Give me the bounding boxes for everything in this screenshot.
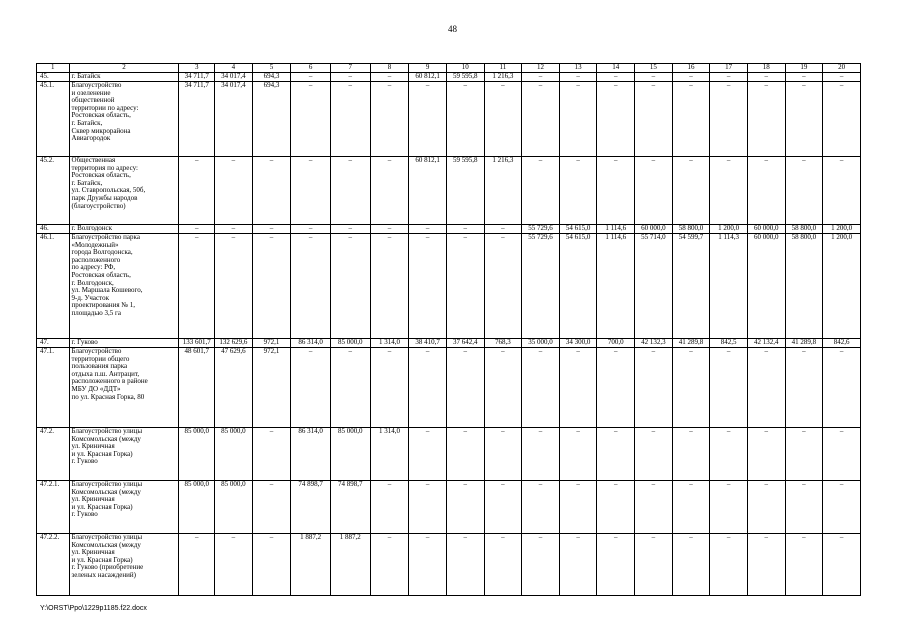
row-name-line: пользования парка	[71, 362, 128, 371]
value-cell: 1 887,2	[291, 534, 331, 596]
value-cell: 85 000,0	[179, 481, 215, 534]
value-cell: 1 200,0	[823, 225, 861, 234]
value-cell: –	[484, 428, 522, 481]
value-cell: –	[409, 225, 447, 234]
value-cell: 38 410,7	[409, 339, 447, 348]
header-cell: 18	[747, 64, 785, 73]
header-cell: 16	[672, 64, 710, 73]
table-row	[37, 234, 861, 339]
row-name-line: ул. Криничная	[71, 548, 115, 557]
value-cell: –	[522, 481, 560, 534]
value-cell: –	[446, 225, 484, 234]
value-cell: 700,0	[597, 339, 635, 348]
header-cell: 7	[330, 64, 370, 73]
value-cell: –	[446, 234, 484, 339]
value-cell: 1 314,0	[370, 428, 409, 481]
value-cell: 60 000,0	[747, 225, 785, 234]
value-cell: –	[672, 481, 710, 534]
row-number: 45.2.	[37, 157, 70, 225]
row-name-line: ул. Криничная	[71, 495, 115, 504]
value-cell: 972,1	[252, 348, 291, 428]
row-name-line: Комсомольская (между	[71, 487, 141, 496]
table-row	[37, 339, 861, 348]
value-cell: –	[823, 481, 861, 534]
value-cell: –	[179, 534, 215, 596]
value-cell: –	[370, 82, 409, 157]
row-name	[69, 339, 179, 348]
value-cell: 48 601,7	[179, 348, 215, 428]
value-cell: –	[597, 348, 635, 428]
value-cell: –	[597, 428, 635, 481]
data-table	[36, 63, 861, 596]
value-cell: –	[522, 534, 560, 596]
row-name-line: Благоустройство	[71, 347, 122, 355]
value-cell: –	[747, 481, 785, 534]
value-cell: 55 729,6	[522, 234, 560, 339]
value-cell: –	[484, 534, 522, 596]
value-cell: 85 000,0	[179, 428, 215, 481]
value-cell: –	[635, 348, 673, 428]
row-name-line: Ростовская область,	[71, 270, 131, 279]
value-cell: 1 200,0	[710, 225, 748, 234]
value-cell: –	[522, 82, 560, 157]
value-cell: –	[370, 534, 409, 596]
value-cell: –	[710, 157, 748, 225]
row-name	[69, 348, 179, 428]
value-cell: 37 642,4	[446, 339, 484, 348]
value-cell: –	[291, 234, 331, 339]
row-name-line: г. Батайск,	[71, 118, 103, 127]
row-name-line: общественной	[71, 96, 115, 105]
value-cell: –	[522, 73, 560, 82]
value-cell: –	[559, 534, 597, 596]
value-cell: –	[785, 481, 823, 534]
table-row	[37, 82, 861, 157]
row-name	[69, 428, 179, 481]
value-cell: –	[635, 157, 673, 225]
row-name-line: по ул. Красная Горка, 80	[71, 392, 145, 401]
row-name-line: г. Гуково	[71, 338, 98, 346]
value-cell: –	[672, 73, 710, 82]
row-name-line: г. Гуково	[71, 510, 98, 519]
value-cell: –	[291, 82, 331, 157]
value-cell: –	[785, 157, 823, 225]
value-cell: –	[522, 348, 560, 428]
value-cell: 85 000,0	[215, 481, 253, 534]
value-cell: –	[409, 82, 447, 157]
header-cell: 14	[597, 64, 635, 73]
row-name-line: Комсомольская (между	[71, 434, 141, 443]
value-cell: –	[823, 428, 861, 481]
value-cell: –	[635, 481, 673, 534]
value-cell: –	[291, 225, 331, 234]
page-number: 48	[448, 24, 457, 34]
value-cell: –	[635, 82, 673, 157]
value-cell: –	[330, 82, 370, 157]
row-number: 47.1.	[37, 348, 70, 428]
value-cell: –	[409, 348, 447, 428]
value-cell: 41 289,8	[785, 339, 823, 348]
value-cell: 85 000,0	[330, 339, 370, 348]
value-cell: –	[747, 428, 785, 481]
header-cell: 13	[559, 64, 597, 73]
value-cell: 59 595,8	[446, 157, 484, 225]
row-name-line: и ул. Красная Горка)	[71, 502, 133, 511]
value-cell: –	[823, 348, 861, 428]
value-cell: –	[484, 348, 522, 428]
value-cell: –	[252, 481, 291, 534]
value-cell: 1 216,3	[484, 157, 522, 225]
row-name-line: МБУ ДО «ДДТ»	[71, 384, 121, 393]
value-cell: –	[215, 534, 253, 596]
row-name-line: и ул. Красная Горка)	[71, 449, 133, 458]
value-cell: –	[823, 157, 861, 225]
value-cell: –	[252, 428, 291, 481]
table-row	[37, 348, 861, 428]
row-name-line: (благоустройство)	[71, 201, 126, 210]
value-cell: 54 599,7	[672, 234, 710, 339]
value-cell: 42 132,3	[635, 339, 673, 348]
value-cell: –	[409, 234, 447, 339]
value-cell: –	[710, 348, 748, 428]
row-name-line: Комсомольская (между	[71, 540, 141, 549]
value-cell: 58 800,0	[785, 234, 823, 339]
value-cell: –	[785, 428, 823, 481]
row-name-line: Благоустройство	[71, 81, 122, 89]
row-name-line: территория по адресу:	[71, 163, 138, 172]
value-cell: –	[484, 82, 522, 157]
value-cell: 54 615,0	[559, 225, 597, 234]
value-cell: 55 729,6	[522, 225, 560, 234]
row-name	[69, 157, 179, 225]
row-name-line: города Волгодонска,	[71, 248, 133, 257]
value-cell: 58 800,0	[785, 225, 823, 234]
row-name-line: г. Гуково (приобретение	[71, 563, 144, 572]
row-name	[69, 481, 179, 534]
value-cell: –	[179, 157, 215, 225]
row-name	[69, 82, 179, 157]
header-cell: 19	[785, 64, 823, 73]
header-cell: 11	[484, 64, 522, 73]
value-cell: –	[785, 73, 823, 82]
row-name	[69, 225, 179, 234]
header-cell: 10	[446, 64, 484, 73]
value-cell: –	[370, 234, 409, 339]
value-cell: 41 289,8	[672, 339, 710, 348]
header-cell: 17	[710, 64, 748, 73]
value-cell: –	[446, 428, 484, 481]
row-name-line: территории общего	[71, 354, 130, 363]
value-cell: 59 595,8	[446, 73, 484, 82]
value-cell: 34 017,4	[215, 82, 253, 157]
value-cell: –	[215, 157, 253, 225]
value-cell: –	[823, 534, 861, 596]
row-name-line: 9-д. Участок	[71, 293, 109, 302]
row-name-line: расположенного в районе	[71, 377, 148, 386]
value-cell: –	[635, 73, 673, 82]
value-cell: –	[785, 348, 823, 428]
value-cell: –	[330, 73, 370, 82]
table-row	[37, 534, 861, 596]
value-cell: –	[252, 225, 291, 234]
value-cell: 842,5	[710, 339, 748, 348]
value-cell: 133 601,7	[179, 339, 215, 348]
value-cell: –	[370, 73, 409, 82]
value-cell: –	[597, 73, 635, 82]
row-name-line: площадью 3,5 га	[71, 308, 121, 317]
value-cell: –	[823, 73, 861, 82]
value-cell: –	[597, 157, 635, 225]
value-cell: –	[559, 73, 597, 82]
row-name-line: отдыха п.ш. Антрацит,	[71, 369, 140, 378]
header-cell: 3	[179, 64, 215, 73]
value-cell: –	[785, 82, 823, 157]
row-name-line: Авиагородок	[71, 134, 111, 143]
value-cell: 74 898,7	[330, 481, 370, 534]
value-cell: –	[672, 157, 710, 225]
value-cell: –	[747, 73, 785, 82]
value-cell: 42 132,4	[747, 339, 785, 348]
table-row	[37, 157, 861, 225]
value-cell: –	[785, 534, 823, 596]
value-cell: 60 000,0	[635, 225, 673, 234]
row-name-line: г. Волгодонск,	[71, 278, 114, 287]
row-number: 47.	[37, 339, 70, 348]
value-cell: –	[559, 82, 597, 157]
value-cell: –	[597, 481, 635, 534]
value-cell: 85 000,0	[215, 428, 253, 481]
value-cell: –	[484, 481, 522, 534]
value-cell: –	[409, 481, 447, 534]
row-name-line: г. Гуково	[71, 457, 98, 466]
value-cell: –	[409, 428, 447, 481]
value-cell: –	[747, 348, 785, 428]
header-row	[37, 64, 861, 73]
row-number: 45.	[37, 73, 70, 82]
value-cell: –	[559, 428, 597, 481]
value-cell: –	[291, 348, 331, 428]
row-name-line: зеленых насаждений)	[71, 570, 136, 579]
header-cell: 20	[823, 64, 861, 73]
row-number: 47.2.2.	[37, 534, 70, 596]
value-cell: 842,6	[823, 339, 861, 348]
row-name-line: г. Батайск	[71, 72, 101, 80]
value-cell: –	[215, 234, 253, 339]
row-name-line: Благоустройство улицы	[71, 480, 143, 488]
value-cell: 86 314,0	[291, 339, 331, 348]
row-name-line: Ростовская область,	[71, 111, 131, 120]
row-name	[69, 534, 179, 596]
value-cell: –	[252, 157, 291, 225]
value-cell: 60 812,1	[409, 157, 447, 225]
row-name	[69, 73, 179, 82]
value-cell: 132 629,6	[215, 339, 253, 348]
row-name-line: Ростовская область,	[71, 171, 131, 180]
row-name-line: «Молодежный»	[71, 240, 119, 249]
value-cell: 34 711,7	[179, 73, 215, 82]
value-cell: 972,1	[252, 339, 291, 348]
header-cell: 9	[409, 64, 447, 73]
value-cell: –	[710, 481, 748, 534]
value-cell: 34 711,7	[179, 82, 215, 157]
footer-file-path: Y:\ORST\Ppo\1229p1185.f22.docx	[40, 605, 147, 612]
row-name-line: ул. Ставропольская, 50б,	[71, 186, 146, 195]
value-cell: 1 114,6	[597, 234, 635, 339]
value-cell: –	[446, 481, 484, 534]
value-cell: 34 300,0	[559, 339, 597, 348]
row-number: 45.1.	[37, 82, 70, 157]
value-cell: 768,3	[484, 339, 522, 348]
value-cell: –	[710, 534, 748, 596]
value-cell: –	[747, 82, 785, 157]
value-cell: –	[330, 157, 370, 225]
table-row	[37, 428, 861, 481]
row-name	[69, 234, 179, 339]
row-name-line: Общественная	[71, 156, 116, 164]
value-cell: –	[747, 157, 785, 225]
row-name-line: территории по адресу:	[71, 103, 139, 112]
value-cell: 86 314,0	[291, 428, 331, 481]
row-name-line: ул. Маршала Кошевого,	[71, 286, 143, 295]
value-cell: –	[672, 428, 710, 481]
row-name-line: расположенного	[71, 255, 121, 264]
value-cell: –	[252, 534, 291, 596]
value-cell: –	[446, 348, 484, 428]
value-cell: 85 000,0	[330, 428, 370, 481]
value-cell: –	[370, 481, 409, 534]
value-cell: –	[823, 82, 861, 157]
header-cell: 1	[37, 64, 70, 73]
row-name-line: и озеленение	[71, 88, 111, 97]
value-cell: –	[522, 157, 560, 225]
value-cell: 1 887,2	[330, 534, 370, 596]
row-name-line: г. Батайск,	[71, 178, 103, 187]
value-cell: –	[710, 82, 748, 157]
table-row	[37, 225, 861, 234]
value-cell: –	[559, 348, 597, 428]
value-cell: –	[330, 234, 370, 339]
value-cell: –	[672, 534, 710, 596]
value-cell: 1 314,0	[370, 339, 409, 348]
value-cell: –	[484, 225, 522, 234]
value-cell: 35 000,0	[522, 339, 560, 348]
value-cell: 54 615,0	[559, 234, 597, 339]
header-cell: 2	[69, 64, 179, 73]
row-name-line: ул. Криничная	[71, 442, 115, 451]
value-cell: –	[484, 234, 522, 339]
value-cell: –	[597, 82, 635, 157]
table-body	[37, 64, 861, 596]
value-cell: –	[710, 73, 748, 82]
value-cell: 1 114,6	[597, 225, 635, 234]
value-cell: –	[559, 157, 597, 225]
value-cell: –	[179, 234, 215, 339]
row-number: 47.2.	[37, 428, 70, 481]
value-cell: –	[672, 348, 710, 428]
header-cell: 8	[370, 64, 409, 73]
value-cell: –	[330, 348, 370, 428]
header-cell: 4	[215, 64, 253, 73]
value-cell: –	[446, 534, 484, 596]
row-number: 46.	[37, 225, 70, 234]
row-name-line: Благоустройство улицы	[71, 427, 143, 435]
value-cell: –	[597, 534, 635, 596]
table-row	[37, 73, 861, 82]
value-cell: 58 800,0	[672, 225, 710, 234]
value-cell: 34 017,4	[215, 73, 253, 82]
header-cell: 12	[522, 64, 560, 73]
value-cell: –	[330, 225, 370, 234]
value-cell: –	[252, 234, 291, 339]
value-cell: –	[747, 534, 785, 596]
value-cell: 47 629,6	[215, 348, 253, 428]
header-cell: 6	[291, 64, 331, 73]
value-cell: 74 898,7	[291, 481, 331, 534]
value-cell: 694,3	[252, 73, 291, 82]
row-name-line: проектирования № 1,	[71, 301, 136, 310]
value-cell: –	[635, 428, 673, 481]
value-cell: –	[710, 428, 748, 481]
row-name-line: парк Дружбы народов	[71, 193, 138, 202]
value-cell: –	[409, 534, 447, 596]
row-name-line: по адресу: РФ,	[71, 263, 116, 272]
value-cell: –	[446, 82, 484, 157]
value-cell: –	[291, 73, 331, 82]
value-cell: –	[370, 225, 409, 234]
row-number: 46.1.	[37, 234, 70, 339]
row-name-line: г. Волгодонск	[71, 224, 113, 232]
row-name-line: и ул. Красная Горка)	[71, 555, 133, 564]
value-cell: –	[635, 534, 673, 596]
row-number: 47.2.1.	[37, 481, 70, 534]
row-name-line: Сквер микрорайона	[71, 126, 131, 135]
row-name-line: Благоустройство парка	[71, 233, 140, 241]
value-cell: 1 114,3	[710, 234, 748, 339]
value-cell: –	[215, 225, 253, 234]
table-row	[37, 481, 861, 534]
row-name-line: Благоустройство улицы	[71, 533, 143, 541]
value-cell: 60 000,0	[747, 234, 785, 339]
value-cell: –	[291, 157, 331, 225]
value-cell: –	[672, 82, 710, 157]
value-cell: –	[559, 481, 597, 534]
header-cell: 15	[635, 64, 673, 73]
value-cell: 694,3	[252, 82, 291, 157]
value-cell: –	[370, 157, 409, 225]
value-cell: 60 812,1	[409, 73, 447, 82]
value-cell: 55 714,0	[635, 234, 673, 339]
value-cell: –	[522, 428, 560, 481]
value-cell: 1 216,3	[484, 73, 522, 82]
header-cell: 5	[252, 64, 291, 73]
value-cell: 1 200,0	[823, 234, 861, 339]
value-cell: –	[370, 348, 409, 428]
value-cell: –	[179, 225, 215, 234]
